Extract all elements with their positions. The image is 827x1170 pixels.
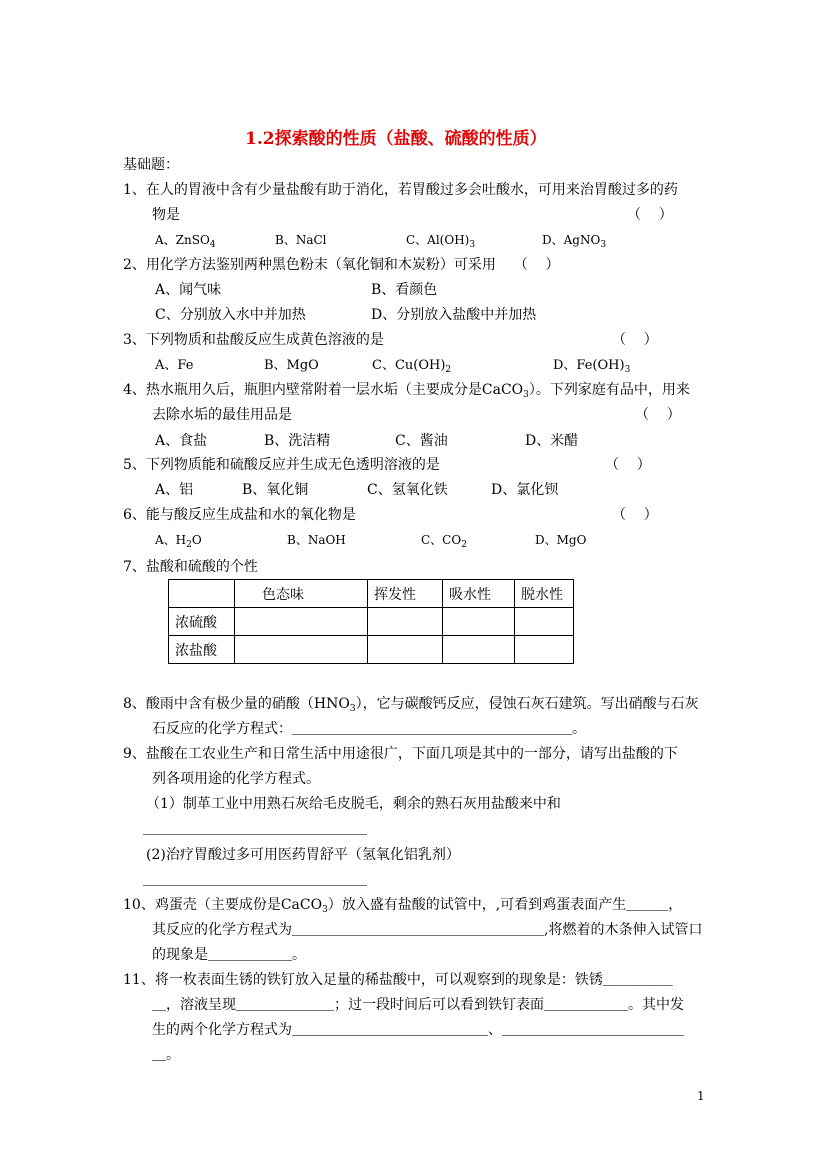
table-cell[interactable] — [443, 608, 515, 636]
q1-stem-line2: 物是 — [152, 207, 180, 223]
q6-option-c: C、$CO_2$ — [421, 533, 467, 550]
q1-option-c: C、$Al(OH)_3$ — [406, 233, 476, 250]
table-cell: 色态味 — [235, 580, 368, 608]
q1-option-d: D、AgNO$_3$ — [542, 233, 607, 250]
q8-stem-line2[interactable]: 石反应的化学方程式：＿＿＿＿＿＿＿＿＿＿＿＿＿＿＿＿＿＿＿＿。 — [152, 721, 586, 737]
table-cell[interactable] — [443, 636, 515, 664]
q10-stem-line3[interactable]: 的现象是＿＿＿＿＿＿。 — [152, 947, 306, 963]
q9-part1: （1）制革工业中用熟石灰给毛皮脱毛，剩余的熟石灰用盐酸来中和 — [146, 796, 561, 812]
q2-option-b: B、看颜色 — [371, 282, 438, 298]
q4-stem: 4、热水瓶用久后，瓶胆内壁常附着一层水垢（主要成分是CaCO$_3$）。下列家庭有品中，用来 — [123, 382, 690, 400]
page-number: 1 — [697, 1089, 705, 1103]
q5-answer-paren: （ ） — [605, 457, 651, 473]
q4-option-d: D、米醋 — [525, 433, 579, 449]
q11-stem: 11、将一枚表面生锈的铁钉放入足量的稀盐酸中，可以观察到的现象是：铁锈＿＿＿＿＿ — [123, 972, 673, 988]
q6-option-a: A、$H_2O$ — [155, 533, 202, 550]
q2-option-a: A、闻气味 — [155, 282, 222, 298]
q11-stem-line3[interactable]: 生的两个化学方程式为＿＿＿＿＿＿＿＿＿＿＿＿＿＿、＿＿＿＿＿＿＿＿＿＿＿＿＿ — [152, 1022, 684, 1038]
table-cell[interactable] — [235, 636, 368, 664]
q6-stem: 6、能与酸反应生成盐和水的氧化物是 — [123, 507, 356, 523]
q1-option-a: A、ZnSO$_4$ — [155, 233, 216, 250]
table-cell[interactable] — [368, 636, 443, 664]
q1-answer-paren: （ ） — [627, 207, 673, 223]
q5-stem: 5、下列物质能和硫酸反应并生成无色透明溶液的是 — [123, 457, 440, 473]
page-title: 1.2探索酸的性质（盐酸、硫酸的性质） — [245, 129, 547, 149]
q4-option-b: B、洗洁精 — [264, 433, 331, 449]
q5-option-c: C、氢氧化铁 — [367, 482, 448, 498]
q3-stem: 3、下列物质和盐酸反应生成黄色溶液的是 — [123, 332, 384, 348]
table-cell[interactable] — [515, 636, 574, 664]
q3-option-d: D、$Fe(OH)_3$ — [553, 358, 631, 375]
table-row — [169, 608, 574, 636]
q9-stem-line2: 列各项用途的化学方程式。 — [152, 771, 320, 787]
q6-option-d: D、MgO — [535, 533, 587, 547]
q6-answer-paren: （ ） — [612, 507, 658, 523]
q5-option-a: A、铝 — [155, 482, 194, 498]
q3-option-b: B、MgO — [264, 358, 319, 373]
q4-option-a: A、食盐 — [155, 433, 208, 449]
q2-option-c: C、分别放入水中并加热 — [155, 307, 306, 323]
table-cell[interactable] — [515, 608, 574, 636]
q1-option-b: B、NaCl — [275, 233, 327, 247]
table-cell: 吸水性 — [443, 580, 515, 608]
table-cell: 浓硫酸 — [169, 608, 235, 636]
table-cell[interactable] — [368, 608, 443, 636]
table-cell: 挥发性 — [368, 580, 443, 608]
q7-stem: 7、盐酸和硫酸的个性 — [123, 559, 258, 575]
table-cell[interactable] — [235, 608, 368, 636]
q1-stem: 1、在人的胃液中含有少量盐酸有助于消化，若胃酸过多会吐酸水，可用来治胃酸过多的药 — [123, 182, 678, 198]
q11-stem-line2[interactable]: ＿，溶液呈现＿＿＿＿＿＿＿；过一段时间后可以看到铁钉表面＿＿＿＿＿＿。其中发 — [152, 997, 684, 1013]
table-cell — [169, 580, 235, 608]
q9-answer-blank-2[interactable]: ＿＿＿＿＿＿＿＿＿＿＿＿＿＿＿＿ — [143, 872, 367, 888]
q8-stem: 8、酸雨中含有极少量的硝酸$(HNO_3)$，它与碳酸钙反应，侵蚀石灰石建筑。写出硝酸与石灰 — [123, 696, 699, 714]
table-cell: 脱水性 — [515, 580, 574, 608]
q5-option-b: B、氧化铜 — [242, 482, 309, 498]
q9-stem: 9、盐酸在工农业生产和日常生活中用途很广，下面几项是其中的一部分，请写出盐酸的下 — [123, 746, 678, 762]
table-row — [169, 636, 574, 664]
q9-answer-blank-1[interactable]: ＿＿＿＿＿＿＿＿＿＿＿＿＿＿＿＿ — [143, 821, 367, 837]
q9-part2: (2)治疗胃酸过多可用医药胃舒平（氢氧化铝乳剂） — [146, 847, 460, 863]
q5-option-d: D、氯化钡 — [491, 482, 559, 498]
q6-option-b: B、NaOH — [287, 533, 346, 547]
q4-option-c: C、酱油 — [395, 433, 448, 449]
section-heading: 基础题： — [123, 157, 179, 173]
table-cell: 浓盐酸 — [169, 636, 235, 664]
q2-stem: 2、用化学方法鉴别两种黑色粉末（氧化铜和木炭粉）可采用 （ ） — [123, 257, 560, 273]
q2-option-d: D、分别放入盐酸中并加热 — [371, 307, 537, 323]
q3-option-a: A、Fe — [155, 358, 194, 373]
table-header-row — [169, 580, 574, 608]
q4-answer-paren: （ ） — [635, 407, 681, 423]
q3-answer-paren: （ ） — [612, 332, 658, 348]
q10-stem: 10、鸡蛋壳（主要成份是CaCO$_3$）放入盛有盐酸的试管中，,可看到鸡蛋表面产生＿＿＿， — [123, 897, 683, 915]
q4-stem-line2: 去除水垢的最佳用品是 — [152, 407, 292, 423]
q3-option-c: C、$Cu(OH)_2$ — [372, 358, 452, 375]
properties-table — [168, 579, 574, 664]
q11-stem-line4[interactable]: ＿。 — [152, 1047, 180, 1063]
q10-stem-line2[interactable]: 其反应的化学方程式为＿＿＿＿＿＿＿＿＿＿＿＿＿＿＿＿＿＿,将燃着的木条伸入试管口 — [152, 922, 703, 938]
